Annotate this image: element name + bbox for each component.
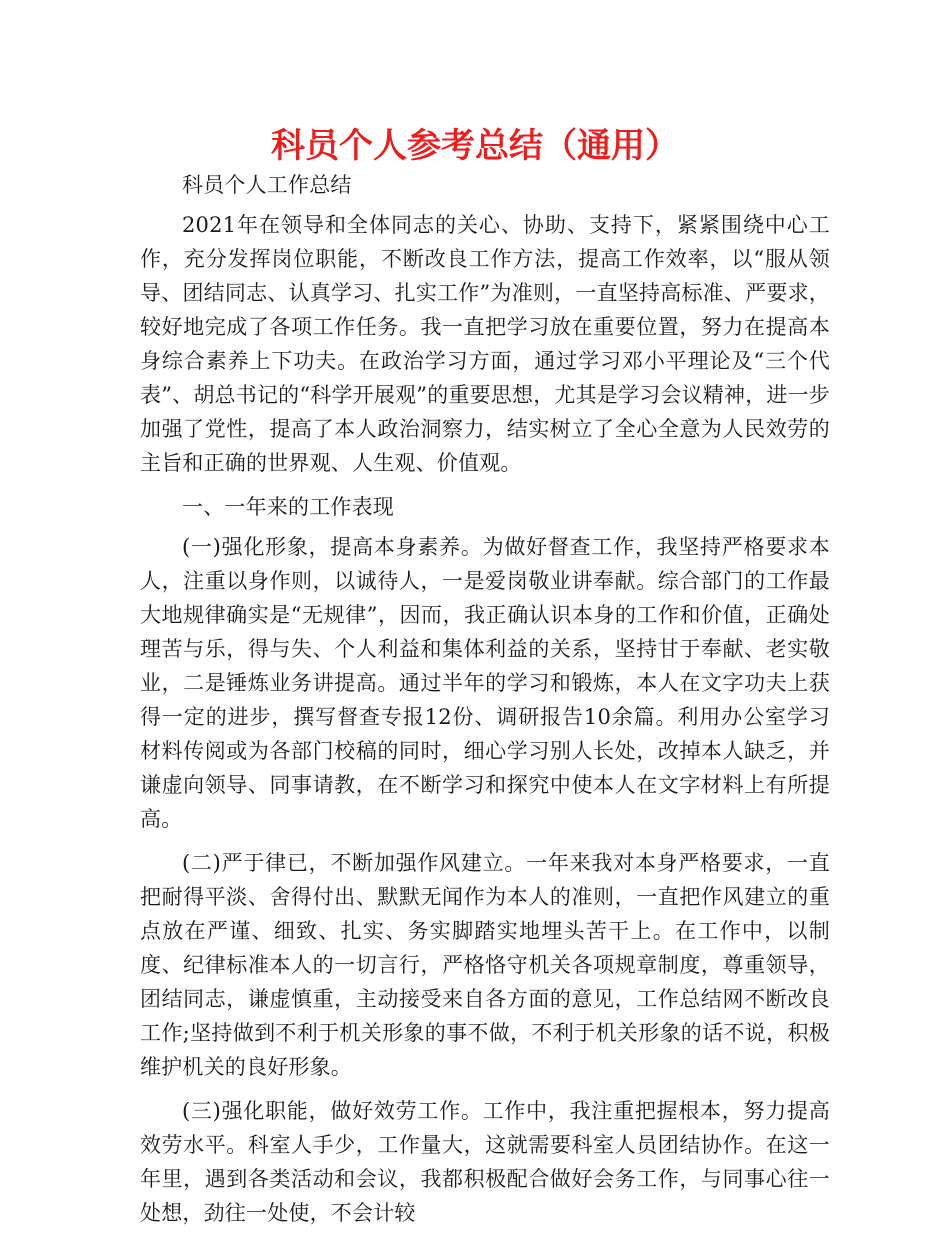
paragraph-item-2: (二)严于律已，不断加强作风建立。一年来我对本身严格要求，一直把耐得平淡、舍得付出、默默无闻作为本人的准则，一直把作风建立的重点放在严谨、细致、扎实、务实脚踏实地埋头苦干上。在工作中，以制度、纪律标准本人的一切言行，严格恪守机关各项规章制度，尊重领导，团结同志，谦虚慎重，主动接受来自各方面的意见，工作总结网不断改良工作;坚持做到不利于机关形象的事不做，不利于机关形象的话不说，积极维护机关的良好形象。	[140, 851, 830, 1079]
paragraph-item-1: (一)强化形象，提高本身素养。为做好督查工作，我坚持严格要求本人，注重以身作则，以诚待人，一是爱岗敬业讲奉献。综合部门的工作最大地规律确实是“无规律”，因而，我正确认识本身的工作和价值，正确处理苦与乐，得与失、个人利益和集体利益的关系，坚持甘于奉献、老实敬业，二是锤炼业务讲提高。通过半年的学习和锻炼，本人在文字功夫上获得一定的进步，撰写督查专报12份、调研报告10余篇。利用办公室学习材料传阅或为各部门校稿的同时，细心学习别人长处，改掉本人缺乏，并谦虚向领导、同事请教，在不断学习和探究中使本人在文字材料上有所提高。	[140, 535, 830, 831]
section-heading: 一、一年来的工作表现	[182, 495, 394, 519]
paragraph-item-3: (三)强化职能，做好效劳工作。工作中，我注重把握根本，努力提高效劳水平。科室人手少，工作量大，这就需要科室人员团结协作。在这一年里，遇到各类活动和会议，我都积极配合做好会务工作，与同事心往一处想，劲往一处使，不会计较	[140, 1099, 830, 1225]
document-title: 科员个人参考总结（通用）	[271, 126, 679, 166]
document-body	[140, 168, 830, 1240]
paragraph-intro: 2021年在领导和全体同志的关心、协助、支持下，紧紧围绕中心工作，充分发挥岗位职能，不断改良工作方法，提高工作效率，以“服从领导、团结同志、认真学习、扎实工作”为准则，一直坚持高标准、严要求，较好地完成了各项工作任务。我一直把学习放在重要位置，努力在提高本身综合素养上下功夫。在政治学习方面，通过学习邓小平理论及“三个代表”、胡总书记的“科学开展观”的重要思想，尤其是学习会议精神，进一步加强了党性，提高了本人政治洞察力，结实树立了全心全意为人民效劳的主旨和正确的世界观、人生观、价值观。	[140, 213, 831, 475]
document-subtitle: 科员个人工作总结	[182, 173, 352, 197]
